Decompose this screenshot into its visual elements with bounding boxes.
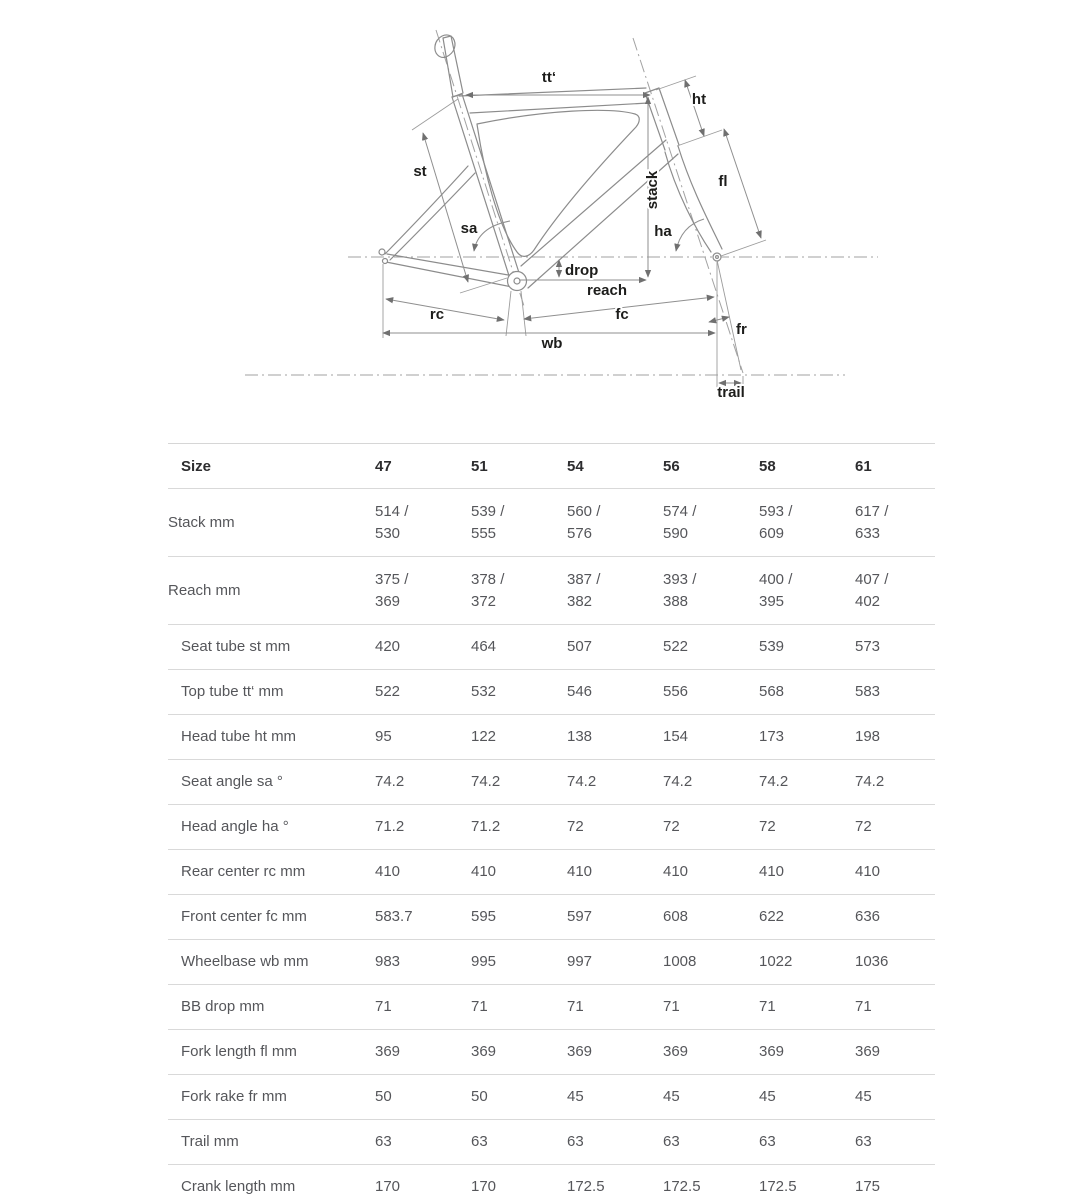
- table-row: [168, 940, 935, 985]
- construction-axes: [245, 30, 878, 375]
- cell: 71: [567, 985, 663, 1030]
- cell: 410: [471, 850, 567, 895]
- bike-geometry-diagram: [0, 0, 1067, 432]
- cell: 375 / 369: [375, 557, 471, 625]
- cell: 387 / 382: [567, 557, 663, 625]
- cell: 71: [471, 985, 567, 1030]
- cell: 546: [567, 670, 663, 715]
- cell: 636: [855, 895, 935, 940]
- cell: 71: [375, 985, 471, 1030]
- cell: 74.2: [759, 760, 855, 805]
- cell: 539 / 555: [471, 489, 567, 557]
- row-label: Seat tube st mm: [168, 625, 375, 670]
- cell: 369: [567, 1030, 663, 1075]
- table-row: [168, 895, 935, 940]
- cell: 45: [759, 1075, 855, 1120]
- table-row: [168, 1165, 935, 1198]
- cell: 995: [471, 940, 567, 985]
- row-label: Crank length mm: [168, 1165, 375, 1198]
- size-column-header: 58: [759, 444, 855, 489]
- cell: 1008: [663, 940, 759, 985]
- row-label: Head tube ht mm: [168, 715, 375, 760]
- cell: 138: [567, 715, 663, 760]
- table-row: [168, 850, 935, 895]
- cell: 63: [375, 1120, 471, 1165]
- cell: 400 / 395: [759, 557, 855, 625]
- cell: 71: [663, 985, 759, 1030]
- cell: 583.7: [375, 895, 471, 940]
- cell: 170: [471, 1165, 567, 1198]
- cell: 369: [471, 1030, 567, 1075]
- cell: 170: [375, 1165, 471, 1198]
- row-label: Fork rake fr mm: [168, 1075, 375, 1120]
- bottom-bracket: [508, 272, 527, 291]
- label-fork-rake: fr: [736, 321, 747, 338]
- cell: 63: [567, 1120, 663, 1165]
- cell: 1036: [855, 940, 935, 985]
- cell: 595: [471, 895, 567, 940]
- cell: 175: [855, 1165, 935, 1198]
- cell: 172.5: [567, 1165, 663, 1198]
- cell: 539: [759, 625, 855, 670]
- cell: 393 / 388: [663, 557, 759, 625]
- size-column-header: 51: [471, 444, 567, 489]
- table-row: [168, 489, 935, 557]
- cell: 514 / 530: [375, 489, 471, 557]
- cell: 50: [471, 1075, 567, 1120]
- cell: 172.5: [759, 1165, 855, 1198]
- label-drop: drop: [565, 262, 599, 279]
- cell: 410: [855, 850, 935, 895]
- table-row: [168, 1120, 935, 1165]
- cell: 71: [855, 985, 935, 1030]
- size-column-header: 47: [375, 444, 471, 489]
- cell: 74.2: [471, 760, 567, 805]
- cell: 154: [663, 715, 759, 760]
- dimension-lines: [383, 76, 766, 391]
- row-label: Stack mm: [168, 489, 375, 557]
- cell: 410: [567, 850, 663, 895]
- cell: 410: [759, 850, 855, 895]
- cell: 574 / 590: [663, 489, 759, 557]
- geometry-table-body: [168, 489, 935, 1198]
- size-column-header: 56: [663, 444, 759, 489]
- cell: 74.2: [855, 760, 935, 805]
- row-label: Head angle ha °: [168, 805, 375, 850]
- cell: 72: [567, 805, 663, 850]
- label-seat-angle: sa: [460, 220, 478, 237]
- cell: 71: [759, 985, 855, 1030]
- cell: 45: [663, 1075, 759, 1120]
- cell: 997: [567, 940, 663, 985]
- cell: 378 / 372: [471, 557, 567, 625]
- geometry-table: [168, 443, 935, 1198]
- cell: 369: [375, 1030, 471, 1075]
- cell: 410: [375, 850, 471, 895]
- cell: 464: [471, 625, 567, 670]
- cell: 369: [663, 1030, 759, 1075]
- label-wheelbase: wb: [541, 335, 563, 352]
- dimension-labels: [413, 69, 747, 401]
- cell: 507: [567, 625, 663, 670]
- table-row: [168, 1030, 935, 1075]
- cell: 74.2: [663, 760, 759, 805]
- table-row: [168, 805, 935, 850]
- cell: 522: [663, 625, 759, 670]
- size-column-header: 54: [567, 444, 663, 489]
- label-head-angle: ha: [654, 223, 672, 240]
- rear-dropout: [379, 249, 385, 255]
- cell: 420: [375, 625, 471, 670]
- row-label: Wheelbase wb mm: [168, 940, 375, 985]
- row-label: Front center fc mm: [168, 895, 375, 940]
- size-header-label: Size: [168, 444, 375, 489]
- cell: 72: [759, 805, 855, 850]
- cell: 122: [471, 715, 567, 760]
- table-row: [168, 985, 935, 1030]
- cell: 63: [663, 1120, 759, 1165]
- label-fork-length: fl: [718, 173, 728, 190]
- bike-geometry-svg: [0, 0, 1067, 432]
- label-head-tube: ht: [691, 91, 707, 108]
- size-column-header: 61: [855, 444, 935, 489]
- cell: 568: [759, 670, 855, 715]
- cell: 369: [855, 1030, 935, 1075]
- cell: 983: [375, 940, 471, 985]
- table-row: [168, 760, 935, 805]
- row-label: BB drop mm: [168, 985, 375, 1030]
- label-stack: stack: [644, 170, 661, 210]
- cell: 71.2: [471, 805, 567, 850]
- row-label: Rear center rc mm: [168, 850, 375, 895]
- row-label: Top tube tt‘ mm: [168, 670, 375, 715]
- cell: 608: [663, 895, 759, 940]
- row-label: Fork length fl mm: [168, 1030, 375, 1075]
- cell: 369: [759, 1030, 855, 1075]
- cell: 45: [567, 1075, 663, 1120]
- cell: 410: [663, 850, 759, 895]
- row-label: Reach mm: [168, 557, 375, 625]
- cell: 617 / 633: [855, 489, 935, 557]
- label-reach: reach: [586, 282, 628, 299]
- cell: 63: [471, 1120, 567, 1165]
- cell: 50: [375, 1075, 471, 1120]
- cell: 45: [855, 1075, 935, 1120]
- cell: 597: [567, 895, 663, 940]
- label-seat-tube: st: [413, 163, 427, 180]
- cell: 556: [663, 670, 759, 715]
- cell: 95: [375, 715, 471, 760]
- cell: 593 / 609: [759, 489, 855, 557]
- label-top-tube: tt‘: [541, 69, 557, 86]
- label-front-center: fc: [615, 306, 629, 323]
- cell: 63: [759, 1120, 855, 1165]
- cell: 407 / 402: [855, 557, 935, 625]
- label-rear-center: rc: [429, 306, 445, 323]
- table-row: [168, 1075, 935, 1120]
- cell: 198: [855, 715, 935, 760]
- table-row: [168, 715, 935, 760]
- row-label: Seat angle sa °: [168, 760, 375, 805]
- cell: 74.2: [567, 760, 663, 805]
- cell: 71.2: [375, 805, 471, 850]
- table-header-row: [168, 444, 935, 489]
- table-row: [168, 670, 935, 715]
- cell: 583: [855, 670, 935, 715]
- cell: 560 / 576: [567, 489, 663, 557]
- cell: 172.5: [663, 1165, 759, 1198]
- front-dropout: [713, 253, 721, 261]
- cell: 74.2: [375, 760, 471, 805]
- table-row: [168, 557, 935, 625]
- cell: 1022: [759, 940, 855, 985]
- label-trail: trail: [717, 384, 745, 401]
- row-label: Trail mm: [168, 1120, 375, 1165]
- cell: 63: [855, 1120, 935, 1165]
- cell: 522: [375, 670, 471, 715]
- table-row: [168, 625, 935, 670]
- cell: 532: [471, 670, 567, 715]
- cell: 72: [855, 805, 935, 850]
- cell: 573: [855, 625, 935, 670]
- cell: 173: [759, 715, 855, 760]
- cell: 622: [759, 895, 855, 940]
- cell: 72: [663, 805, 759, 850]
